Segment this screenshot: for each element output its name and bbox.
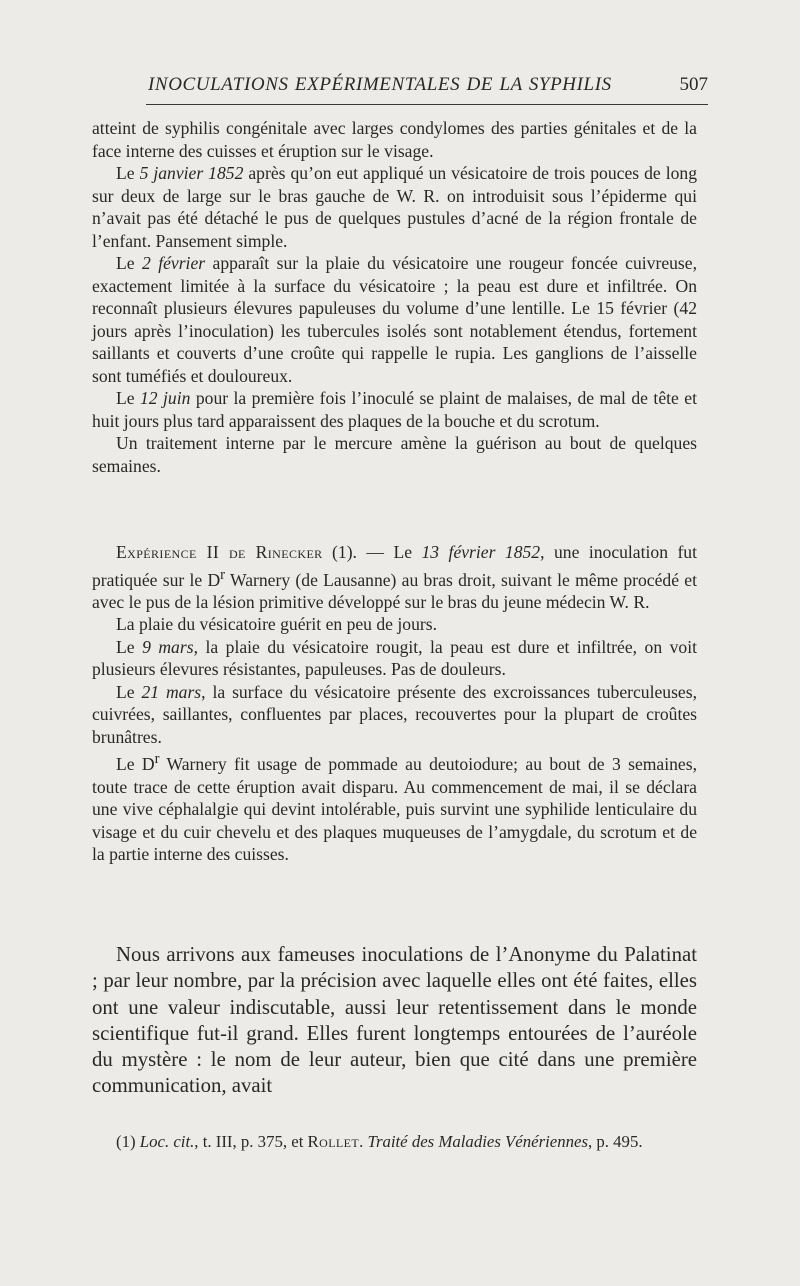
date: 12 juin — [140, 388, 191, 408]
text: (1). — Le — [322, 542, 422, 562]
paragraph — [92, 387, 697, 432]
section-heading: Expérience II de Rinecker — [116, 542, 323, 562]
paragraph: Un traitement interne par le mercure amène la guérison au bout de quelques semaines. — [92, 433, 697, 476]
paragraph — [92, 252, 697, 387]
text: Le — [116, 388, 140, 408]
text: , la surface du vésicatoire présente des excroissances tuberculeuses, cuivrées, saillantes, confluentes par places, recouvertes pour la plupart de croûtes brunâtres. — [92, 681, 697, 747]
date: 9 mars — [142, 636, 194, 657]
text: Le D — [116, 754, 155, 775]
date: 21 mars — [141, 681, 202, 702]
paragraph — [92, 162, 697, 252]
page-number: 507 — [679, 74, 708, 95]
text: , la plaie du vésicatoire rougit, la peau est dure et infiltrée, on voit plusieurs élevures résistantes, papuleuses. Pas de douleurs. — [92, 636, 697, 680]
text: , p. 495. — [587, 1132, 643, 1151]
text: apparaît sur la plaie du vésicatoire une rougeur foncée cuivreuse, exactement limitée à la surface du vésicatoire ; la peau est dure et infiltrée. On reconnaît plusieurs élevures papuleuses du volume d’une lentille. Le 15 février (42 jours après l’inoculation) les tubercules isolés sont notablement étendus, fortement saillants et couverts d’une croûte qui rappelle le rupia. Les ganglions de l’aisselle sont tuméfiés et douloureux. — [92, 253, 697, 386]
text: (1) — [116, 1132, 140, 1151]
date: 2 février — [141, 253, 206, 273]
running-title: INOCULATIONS EXPÉRIMENTALES DE LA SYPHILIS — [148, 74, 612, 95]
text: après qu’on eut appliqué un vésicatoire de trois pouces de long sur deux de large sur le bras gauche de W. R. on introduisit sous l’épiderme qui n’avait pas été détaché le pus de quelques pustules d’acné de la région frontale de l’enfant. Pansement simple. — [92, 163, 697, 251]
main-text — [92, 942, 697, 1100]
footnote — [92, 1131, 697, 1153]
paragraph — [92, 541, 697, 613]
author: Rollet — [307, 1132, 360, 1151]
text: Warnery (de Lausanne) au bras droit, suivant le même procédé et avec le pus de la lésion primitive développé sur le bras du jeune médecin W. R. — [92, 569, 697, 612]
text: Le — [116, 636, 143, 657]
footnote-text — [92, 1131, 697, 1153]
text: Le — [116, 681, 142, 702]
paragraph — [92, 681, 697, 749]
section-experience-1 — [92, 117, 697, 477]
superscript: r — [154, 751, 160, 768]
header-rule — [146, 104, 708, 105]
text: Le — [116, 163, 140, 183]
book-title: Traité des Maladies Vénériennes — [367, 1132, 588, 1151]
text: . — [359, 1132, 368, 1151]
paragraph: atteint de syphilis congénitale avec larges condylomes des parties génitales et de la face interne des cuisses et éruption sur le visage. — [92, 118, 697, 161]
date: 13 février 1852 — [421, 542, 541, 562]
paragraph — [92, 748, 697, 865]
date: 5 janvier 1852 — [139, 163, 244, 183]
page-header — [148, 74, 708, 100]
paragraph: La plaie du vésicatoire guérit en peu de jours. — [116, 614, 437, 635]
citation: Loc. cit. — [139, 1132, 195, 1151]
text: pour la première fois l’inoculé se plaint de malaises, de mal de tête et huit jours plus tard apparaissent des plaques de la bouche et du scrotum. — [92, 388, 697, 431]
text: , t. III, p. 375, et — [194, 1132, 308, 1151]
text: Le — [116, 253, 142, 273]
paragraph — [92, 636, 697, 681]
main-paragraph: Nous arrivons aux fameuses inoculations de l’Anonyme du Palatinat ; par leur nombre, par la précision avec laquelle elles ont été faites, elles ont une valeur indiscutable, aussi leur retentissement dans le monde scientifique fut-il grand. Elles furent longtemps entourées de l’auréole du mystère : le nom de leur auteur, bien que cité dans une première communication, avait — [92, 943, 697, 1098]
text: Warnery fit usage de pommade au deutoiodure; au bout de 3 semaines, toute trace de cette éruption avait disparu. Au commencement de mai, il se déclara une vive céphalalgie qui devint intolérable, puis survint une syphilide lenticulaire du visage et du cuir chevelu et des plaques muqueuses de l’amygdale, du scrotum et de la partie interne des cuisses. — [92, 754, 697, 865]
text: , une inoculation fut pratiquée sur le D — [92, 542, 697, 590]
section-experience-2 — [92, 541, 697, 866]
superscript: r — [220, 566, 226, 583]
